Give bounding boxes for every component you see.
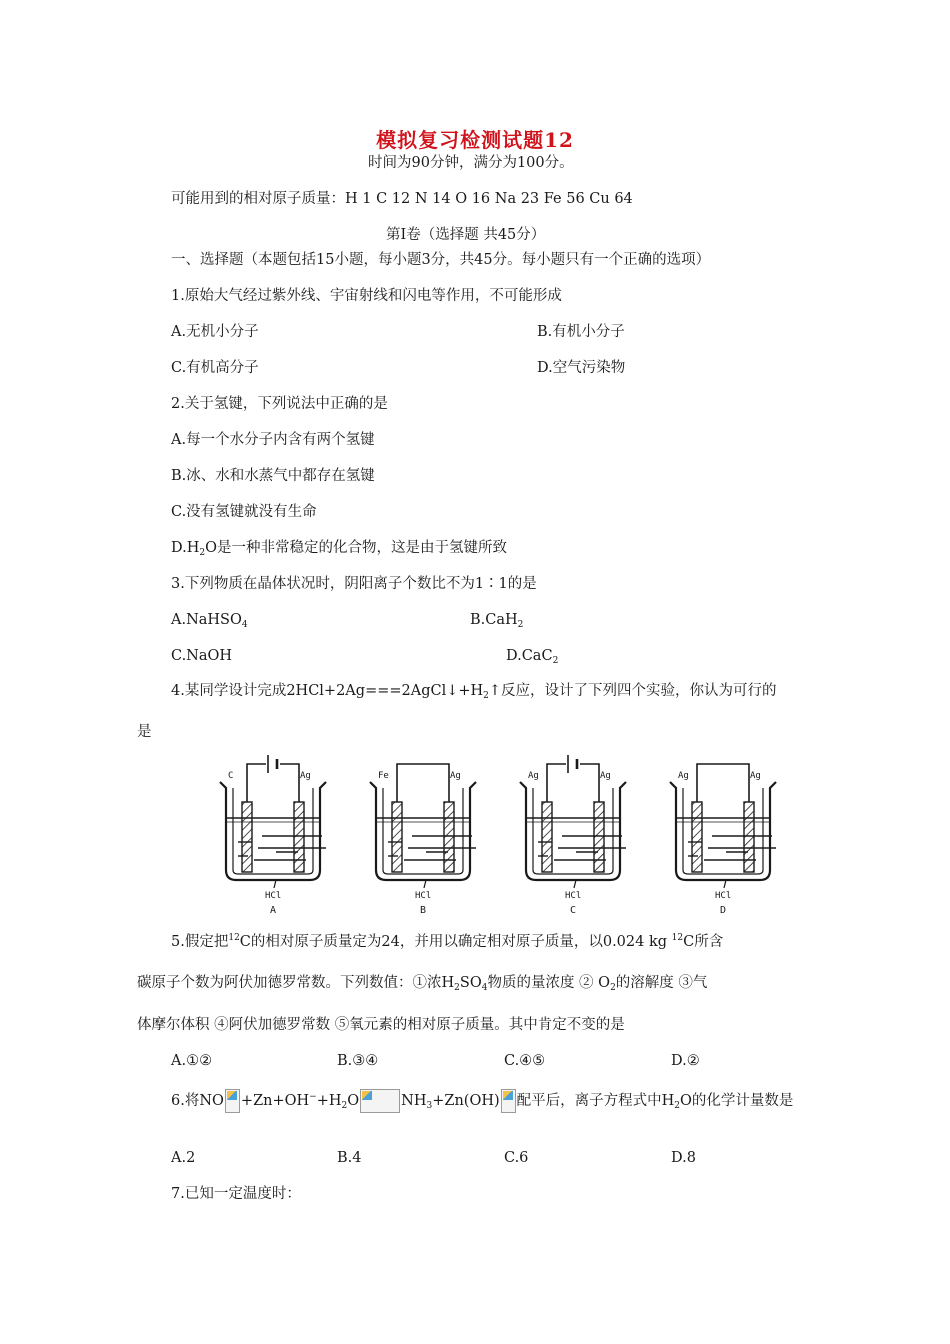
right-electrode-label: Ag [750, 771, 761, 781]
question-1-option-b: B.有机小分子 [537, 324, 625, 340]
label-pointer [724, 880, 726, 888]
beaker-A [220, 755, 326, 916]
beaker-C [520, 755, 626, 916]
question-3-option-a: A.NaHSO$_4$ [171, 612, 248, 630]
question-2-option-b: B.冰、水和水蒸气中都存在氢键 [171, 468, 375, 484]
question-2-option-c: C.没有氢键就没有生命 [171, 504, 317, 520]
question-2-option-d: $D.H_2O$是一种非常稳定的化合物，这是由于氢键所致 [171, 540, 507, 558]
beakers-diagram [210, 752, 780, 922]
question-6-option-b: B.4 [337, 1150, 362, 1166]
page-title: 模拟复习检测试题12 [376, 128, 574, 152]
broken-image-icon [501, 1089, 516, 1113]
beaker-wall [670, 782, 776, 880]
left-electrode [542, 802, 552, 872]
question-5-option-b: B.③④ [337, 1053, 379, 1069]
right-electrode-label: Ag [300, 771, 311, 781]
question-6-option-c: C.6 [504, 1150, 529, 1166]
left-electrode [242, 802, 252, 872]
question-2-stem: 2.关于氢键，下列说法中正确的是 [171, 396, 388, 412]
solution-label: HCl [715, 891, 732, 901]
question-3-stem: 3.下列物质在晶体状况时，阴阳离子个数比不为1∶1的是 [171, 576, 537, 592]
label-pointer [424, 880, 426, 888]
question-5-option-d: D.② [671, 1053, 700, 1069]
question-1-stem: 1.原始大气经过紫外线、宇宙射线和闪电等作用，不可能形成 [171, 288, 562, 304]
right-electrode [444, 802, 454, 872]
question-1-option-c: C.有机高分子 [171, 360, 259, 376]
section-heading: 一、选择题（本题包括15小题，每小题3分，共45分。每小题只有一个正确的选项） [171, 252, 711, 268]
beaker-letter: B [420, 905, 427, 916]
left-electrode-label: C [228, 771, 234, 781]
question-6-option-a: A.2 [171, 1150, 196, 1166]
label-pointer [274, 880, 276, 888]
solution-label: HCl [265, 891, 282, 901]
broken-image-icon [225, 1089, 240, 1113]
solution-label: HCl [415, 891, 432, 901]
question-6-option-d: D.8 [671, 1150, 696, 1166]
question-3-option-d: D.CaC$_2$ [506, 648, 559, 666]
exam-info: 时间为90分钟，满分为100分。 [368, 155, 574, 171]
left-electrode [692, 802, 702, 872]
right-electrode [594, 802, 604, 872]
beaker-letter: D [720, 905, 727, 916]
left-electrode-label: Ag [528, 771, 539, 781]
beaker-wall [370, 782, 476, 880]
beaker-wall [520, 782, 626, 880]
question-5-line-3: 体摩尔体积 ④阿伏加德罗常数 ⑤氧元素的相对原子质量。其中肯定不变的是 [137, 1017, 625, 1033]
beaker-B [370, 764, 476, 916]
left-electrode [392, 802, 402, 872]
question-5-option-a: A.①② [171, 1053, 213, 1069]
right-electrode [294, 802, 304, 872]
question-2-option-a: A.每一个水分子内含有两个氢键 [171, 432, 375, 448]
right-electrode [744, 802, 754, 872]
question-4-stem-continued: 是 [137, 724, 152, 740]
question-3-option-c: C.NaOH [171, 648, 233, 664]
part-title: 第Ⅰ卷（选择题 共45分） [386, 227, 546, 243]
question-7-stem: 7.已知一定温度时： [171, 1186, 301, 1202]
broken-image-icon [360, 1089, 400, 1113]
electrolysis-figure [210, 752, 780, 926]
question-5-line-2: 碳原子个数为阿伏加德罗常数。下列数值：①浓$H_2SO_4$物质的量浓度 ② $O_2$的溶解度 ③气 [137, 975, 708, 993]
beaker-D [670, 764, 776, 916]
external-wire [397, 764, 449, 802]
question-5-option-c: C.④⑤ [504, 1053, 546, 1069]
label-pointer [574, 880, 576, 888]
solution-label: HCl [565, 891, 582, 901]
left-electrode-label: Fe [378, 771, 389, 781]
question-1-option-d: D.空气污染物 [537, 360, 626, 376]
question-3-option-b: B.CaH$_2$ [470, 612, 524, 630]
beaker-wall [220, 782, 326, 880]
beaker-letter: C [570, 905, 577, 916]
question-1-option-a: A.无机小分子 [171, 324, 259, 340]
question-5-line-1: 5.假定把$^{12}$C的相对原子质量定为24，并用以确定相对原子质量，以0.024 kg $^{12}$C所含 [171, 933, 724, 950]
right-electrode-label: Ag [600, 771, 611, 781]
question-4-stem: 4.某同学设计完成$2HCl+2Ag===2AgCl↓+H_2↑$反应，设计了下列四个实验，你认为可行的 [171, 683, 777, 701]
question-6-stem: 6.将NO $+Zn+OH^-+H_2O$ $NH_3+Zn(OH)$ 配平后，离子方程式中$H_2O$的化学计量数是 [171, 1089, 793, 1113]
atomic-masses: 可能用到的相对原子质量：H 1 C 12 N 14 O 16 Na 23 Fe 56 Cu 64 [171, 191, 633, 207]
left-electrode-label: Ag [678, 771, 689, 781]
beaker-letter: A [270, 905, 277, 916]
right-electrode-label: Ag [450, 771, 461, 781]
external-wire [697, 764, 749, 802]
